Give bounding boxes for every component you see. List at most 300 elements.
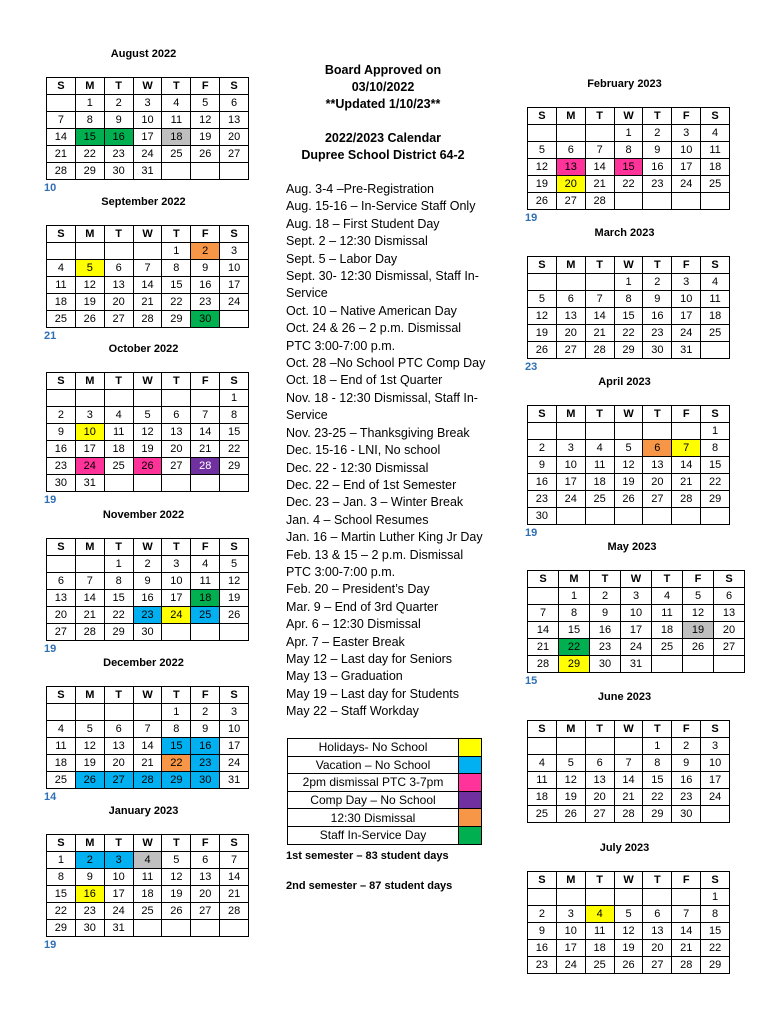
day-cell: 25 xyxy=(162,146,191,163)
day-cell: 16 xyxy=(47,441,76,458)
day-cell: 1 xyxy=(614,125,643,142)
month-grid xyxy=(46,686,249,789)
approval-date: 03/10/2022 xyxy=(351,80,415,94)
day-cell: 27 xyxy=(643,957,672,974)
weekday-header: T xyxy=(104,835,133,852)
day-cell: 12 xyxy=(556,772,585,789)
day-cell: 25 xyxy=(47,311,76,328)
day-cell: 28 xyxy=(672,491,701,508)
empty-day-cell xyxy=(220,475,249,492)
weekday-header: S xyxy=(528,257,557,274)
day-cell: 4 xyxy=(191,556,220,573)
empty-day-cell xyxy=(133,243,162,260)
event-item: Dec. 15-16 - LNI, No school xyxy=(286,443,441,458)
student-day-count: 19 xyxy=(44,494,57,506)
day-cell: 14 xyxy=(528,622,559,639)
day-cell: 6 xyxy=(585,755,614,772)
day-cell: 18 xyxy=(585,940,614,957)
empty-day-cell xyxy=(614,423,643,440)
empty-day-cell xyxy=(614,738,643,755)
event-item: Feb. 20 – President’s Day xyxy=(286,582,430,597)
day-cell: 2 xyxy=(75,852,104,869)
day-cell: 5 xyxy=(528,142,557,159)
event-item: Dec. 23 – Jan. 3 – Winter Break xyxy=(286,495,464,510)
weekday-header: S xyxy=(528,571,559,588)
day-cell: 2 xyxy=(672,738,701,755)
weekday-header: W xyxy=(133,539,162,556)
approval-line: Board Approved on xyxy=(324,63,442,77)
day-cell: 5 xyxy=(683,588,714,605)
weekday-header: T xyxy=(104,373,133,390)
day-cell: 10 xyxy=(621,605,652,622)
day-cell: 3 xyxy=(672,125,701,142)
month-title: October 2022 xyxy=(108,343,179,355)
day-cell: 16 xyxy=(191,738,220,755)
month-grid xyxy=(527,871,730,974)
day-cell: 2 xyxy=(104,95,133,112)
day-cell: 10 xyxy=(220,260,249,277)
month-title: April 2023 xyxy=(598,376,651,388)
empty-day-cell xyxy=(104,475,133,492)
day-cell: 12 xyxy=(683,605,714,622)
day-cell: 16 xyxy=(75,886,104,903)
day-cell: 8 xyxy=(104,573,133,590)
day-cell: 6 xyxy=(556,142,585,159)
day-cell: 27 xyxy=(556,193,585,210)
day-cell: 4 xyxy=(701,125,730,142)
month-grid xyxy=(46,77,249,180)
empty-day-cell xyxy=(220,624,249,641)
day-cell: 2 xyxy=(191,243,220,260)
event-item: Oct. 18 – End of 1st Quarter xyxy=(286,373,443,388)
empty-day-cell xyxy=(191,163,220,180)
empty-day-cell xyxy=(701,508,730,525)
day-cell: 30 xyxy=(104,163,133,180)
day-cell: 10 xyxy=(104,869,133,886)
day-cell: 21 xyxy=(585,176,614,193)
weekday-header: T xyxy=(162,835,191,852)
weekday-header: S xyxy=(714,571,745,588)
empty-day-cell xyxy=(672,193,701,210)
event-item: Dec. 22 – End of 1st Semester xyxy=(286,477,457,492)
day-cell: 15 xyxy=(47,886,76,903)
day-cell: 7 xyxy=(191,407,220,424)
day-cell: 1 xyxy=(701,423,730,440)
empty-day-cell xyxy=(75,556,104,573)
day-cell: 21 xyxy=(191,441,220,458)
weekday-header: T xyxy=(643,257,672,274)
day-cell: 30 xyxy=(133,624,162,641)
month-title: June 2023 xyxy=(597,691,652,703)
empty-day-cell xyxy=(104,704,133,721)
day-cell: 1 xyxy=(104,556,133,573)
weekday-header: F xyxy=(672,872,701,889)
day-cell: 29 xyxy=(559,656,590,673)
day-cell: 22 xyxy=(47,903,76,920)
day-cell: 7 xyxy=(133,260,162,277)
legend-label: Holidays- No School xyxy=(288,739,459,757)
day-cell: 23 xyxy=(104,146,133,163)
event-item: Aug. 3-4 –Pre-Registration xyxy=(286,182,434,196)
weekday-header: T xyxy=(104,539,133,556)
weekday-header: M xyxy=(556,872,585,889)
day-cell: 24 xyxy=(220,755,249,772)
day-cell: 22 xyxy=(614,325,643,342)
event-item: May 19 – Last day for Students xyxy=(286,686,460,701)
day-cell: 25 xyxy=(528,806,557,823)
day-cell: 4 xyxy=(701,274,730,291)
day-cell: 11 xyxy=(191,573,220,590)
day-cell: 18 xyxy=(191,590,220,607)
week-row xyxy=(47,920,249,937)
week-row xyxy=(47,146,249,163)
weekday-header: F xyxy=(191,539,220,556)
weekday-header: S xyxy=(528,406,557,423)
day-cell: 21 xyxy=(585,325,614,342)
day-cell: 7 xyxy=(585,142,614,159)
day-cell: 5 xyxy=(614,440,643,457)
day-cell: 9 xyxy=(75,869,104,886)
weekday-header: S xyxy=(701,721,730,738)
week-row xyxy=(528,274,730,291)
day-cell: 14 xyxy=(133,738,162,755)
day-cell: 28 xyxy=(133,311,162,328)
empty-day-cell xyxy=(162,163,191,180)
weekday-header: T xyxy=(585,721,614,738)
day-cell: 24 xyxy=(556,491,585,508)
day-cell: 19 xyxy=(528,325,557,342)
week-row xyxy=(47,721,249,738)
empty-day-cell xyxy=(643,508,672,525)
day-cell: 7 xyxy=(614,755,643,772)
weekday-header: S xyxy=(47,835,76,852)
weekday-header: M xyxy=(559,571,590,588)
empty-day-cell xyxy=(162,920,191,937)
day-cell: 13 xyxy=(191,869,220,886)
day-cell: 23 xyxy=(672,789,701,806)
day-cell: 4 xyxy=(585,440,614,457)
legend-swatch xyxy=(459,774,482,792)
empty-day-cell xyxy=(75,243,104,260)
day-cell: 1 xyxy=(643,738,672,755)
day-cell: 20 xyxy=(643,940,672,957)
empty-day-cell xyxy=(556,274,585,291)
weekday-header: T xyxy=(162,539,191,556)
day-cell: 16 xyxy=(104,129,133,146)
day-cell: 25 xyxy=(133,903,162,920)
weekday-header: T xyxy=(162,373,191,390)
day-cell: 14 xyxy=(133,277,162,294)
event-item: Nov. 23-25 – Thanksgiving Break xyxy=(286,425,470,440)
day-cell: 30 xyxy=(75,920,104,937)
weekday-header: T xyxy=(643,108,672,125)
day-cell: 20 xyxy=(47,607,76,624)
week-row xyxy=(47,311,249,328)
day-cell: 8 xyxy=(220,407,249,424)
day-cell: 17 xyxy=(556,474,585,491)
empty-day-cell xyxy=(133,475,162,492)
day-cell: 9 xyxy=(590,605,621,622)
day-cell: 24 xyxy=(220,294,249,311)
day-cell: 3 xyxy=(75,407,104,424)
day-cell: 28 xyxy=(672,957,701,974)
week-row xyxy=(47,458,249,475)
weekday-header: W xyxy=(133,687,162,704)
weekday-header: S xyxy=(220,373,249,390)
day-cell: 30 xyxy=(47,475,76,492)
day-cell: 22 xyxy=(220,441,249,458)
weekday-header: F xyxy=(191,226,220,243)
week-row xyxy=(528,588,745,605)
day-cell: 7 xyxy=(75,573,104,590)
day-cell: 10 xyxy=(556,457,585,474)
weekday-header: M xyxy=(556,721,585,738)
day-cell: 8 xyxy=(643,755,672,772)
day-cell: 6 xyxy=(191,852,220,869)
day-cell: 7 xyxy=(133,721,162,738)
week-row xyxy=(47,852,249,869)
empty-day-cell xyxy=(191,475,220,492)
day-cell: 24 xyxy=(672,325,701,342)
day-cell: 26 xyxy=(528,342,557,359)
day-cell: 26 xyxy=(614,957,643,974)
legend-label: Comp Day – No School xyxy=(288,791,459,809)
day-cell: 30 xyxy=(672,806,701,823)
day-cell: 20 xyxy=(556,176,585,193)
day-cell: 11 xyxy=(652,605,683,622)
day-cell: 8 xyxy=(162,721,191,738)
day-cell: 15 xyxy=(162,738,191,755)
legend-row xyxy=(288,809,482,827)
day-cell: 23 xyxy=(528,957,557,974)
day-cell: 3 xyxy=(701,738,730,755)
day-cell: 25 xyxy=(652,639,683,656)
day-cell: 20 xyxy=(104,294,133,311)
empty-day-cell xyxy=(556,738,585,755)
day-cell: 4 xyxy=(47,260,76,277)
day-cell: 31 xyxy=(672,342,701,359)
day-cell: 22 xyxy=(701,474,730,491)
day-cell: 9 xyxy=(191,260,220,277)
weekday-header: W xyxy=(133,835,162,852)
day-cell: 7 xyxy=(672,440,701,457)
student-day-count: 19 xyxy=(525,212,538,224)
day-cell: 20 xyxy=(556,325,585,342)
day-cell: 18 xyxy=(162,129,191,146)
week-row xyxy=(528,342,730,359)
day-cell: 12 xyxy=(528,159,557,176)
day-cell: 12 xyxy=(133,424,162,441)
day-cell: 4 xyxy=(652,588,683,605)
day-cell: 3 xyxy=(556,440,585,457)
legend-row xyxy=(288,791,482,809)
weekday-header: W xyxy=(614,721,643,738)
day-cell: 18 xyxy=(585,474,614,491)
day-cell: 16 xyxy=(528,940,557,957)
day-cell: 12 xyxy=(75,738,104,755)
day-cell: 1 xyxy=(614,274,643,291)
weekday-header: M xyxy=(556,108,585,125)
day-cell: 11 xyxy=(585,457,614,474)
empty-day-cell xyxy=(614,193,643,210)
day-cell: 27 xyxy=(104,311,133,328)
legend-swatch xyxy=(459,826,482,844)
empty-day-cell xyxy=(643,193,672,210)
day-cell: 23 xyxy=(191,755,220,772)
day-cell: 6 xyxy=(47,573,76,590)
day-cell: 26 xyxy=(75,311,104,328)
day-cell: 29 xyxy=(104,624,133,641)
day-cell: 8 xyxy=(701,440,730,457)
empty-day-cell xyxy=(528,274,557,291)
week-row xyxy=(47,260,249,277)
day-cell: 16 xyxy=(191,277,220,294)
empty-day-cell xyxy=(714,656,745,673)
day-cell: 3 xyxy=(162,556,191,573)
empty-day-cell xyxy=(585,423,614,440)
day-cell: 31 xyxy=(104,920,133,937)
day-cell: 29 xyxy=(701,957,730,974)
weekday-header: W xyxy=(133,226,162,243)
month-title: August 2022 xyxy=(110,48,177,60)
legend-swatch xyxy=(459,739,482,757)
day-cell: 8 xyxy=(614,142,643,159)
day-cell: 29 xyxy=(162,772,191,789)
weekday-header: F xyxy=(672,406,701,423)
week-row xyxy=(47,243,249,260)
day-cell: 13 xyxy=(556,308,585,325)
day-cell: 17 xyxy=(672,159,701,176)
weekday-header: F xyxy=(672,257,701,274)
day-cell: 10 xyxy=(556,923,585,940)
day-cell: 13 xyxy=(643,457,672,474)
week-row xyxy=(528,457,730,474)
month-title: July 2023 xyxy=(599,842,650,854)
day-cell: 17 xyxy=(133,129,162,146)
weekday-header: W xyxy=(614,108,643,125)
week-row xyxy=(47,112,249,129)
empty-day-cell xyxy=(75,390,104,407)
weekday-header: F xyxy=(672,721,701,738)
event-item: Nov. 18 - 12:30 Dismissal, Staff In-Service xyxy=(286,390,478,423)
day-cell: 14 xyxy=(585,308,614,325)
day-cell: 1 xyxy=(559,588,590,605)
day-cell: 26 xyxy=(528,193,557,210)
day-cell: 17 xyxy=(556,940,585,957)
day-cell: 11 xyxy=(47,277,76,294)
day-cell: 6 xyxy=(162,407,191,424)
day-cell: 4 xyxy=(104,407,133,424)
week-row xyxy=(47,407,249,424)
day-cell: 29 xyxy=(75,163,104,180)
day-cell: 9 xyxy=(191,721,220,738)
day-cell: 4 xyxy=(47,721,76,738)
day-cell: 26 xyxy=(683,639,714,656)
empty-day-cell xyxy=(162,475,191,492)
event-item: Apr. 6 – 12:30 Dismissal xyxy=(286,617,421,632)
day-cell: 1 xyxy=(701,889,730,906)
week-row xyxy=(528,923,730,940)
event-item: May 22 – Staff Workday xyxy=(286,704,419,719)
day-cell: 16 xyxy=(133,590,162,607)
week-row xyxy=(528,159,730,176)
day-cell: 3 xyxy=(556,906,585,923)
week-row xyxy=(47,475,249,492)
legend-row xyxy=(288,826,482,844)
day-cell: 31 xyxy=(621,656,652,673)
month-title: March 2023 xyxy=(594,227,655,239)
day-cell: 16 xyxy=(672,772,701,789)
empty-day-cell xyxy=(585,125,614,142)
day-cell: 26 xyxy=(75,772,104,789)
day-cell: 27 xyxy=(714,639,745,656)
day-cell: 4 xyxy=(585,906,614,923)
day-cell: 2 xyxy=(528,906,557,923)
day-cell: 8 xyxy=(559,605,590,622)
day-cell: 2 xyxy=(191,704,220,721)
legend-swatch xyxy=(459,809,482,827)
event-item: Sept. 30- 12:30 Dismissal, Staff In-Service xyxy=(286,269,479,301)
day-cell: 19 xyxy=(556,789,585,806)
empty-day-cell xyxy=(191,624,220,641)
day-cell: 15 xyxy=(614,308,643,325)
day-cell: 12 xyxy=(528,308,557,325)
day-cell: 25 xyxy=(47,772,76,789)
student-day-count: 21 xyxy=(44,330,57,342)
weekday-header: F xyxy=(191,78,220,95)
day-cell: 10 xyxy=(672,142,701,159)
empty-day-cell xyxy=(614,889,643,906)
day-cell: 26 xyxy=(191,146,220,163)
weekday-header: T xyxy=(585,872,614,889)
day-cell: 2 xyxy=(528,440,557,457)
day-cell: 5 xyxy=(75,260,104,277)
day-cell: 9 xyxy=(528,923,557,940)
weekday-header: F xyxy=(191,373,220,390)
day-cell: 7 xyxy=(47,112,76,129)
day-cell: 5 xyxy=(133,407,162,424)
day-cell: 26 xyxy=(162,903,191,920)
week-row xyxy=(47,772,249,789)
weekday-header: T xyxy=(104,687,133,704)
day-cell: 8 xyxy=(162,260,191,277)
week-row xyxy=(528,176,730,193)
month-grid xyxy=(46,538,249,641)
day-cell: 20 xyxy=(191,886,220,903)
day-cell: 21 xyxy=(133,755,162,772)
day-cell: 19 xyxy=(683,622,714,639)
calendar-year: 2022/2023 Calendar xyxy=(324,131,442,145)
weekday-header: S xyxy=(47,539,76,556)
weekday-header: F xyxy=(191,835,220,852)
day-cell: 23 xyxy=(75,903,104,920)
day-cell: 13 xyxy=(162,424,191,441)
empty-day-cell xyxy=(75,704,104,721)
day-cell: 24 xyxy=(104,903,133,920)
day-cell: 21 xyxy=(614,789,643,806)
week-row xyxy=(47,573,249,590)
day-cell: 6 xyxy=(104,721,133,738)
day-cell: 21 xyxy=(528,639,559,656)
empty-day-cell xyxy=(528,423,557,440)
week-row xyxy=(47,624,249,641)
legend-row xyxy=(288,739,482,757)
empty-day-cell xyxy=(701,806,730,823)
day-cell: 18 xyxy=(104,441,133,458)
week-row xyxy=(47,95,249,112)
month-title: September 2022 xyxy=(101,196,186,208)
day-cell: 23 xyxy=(590,639,621,656)
